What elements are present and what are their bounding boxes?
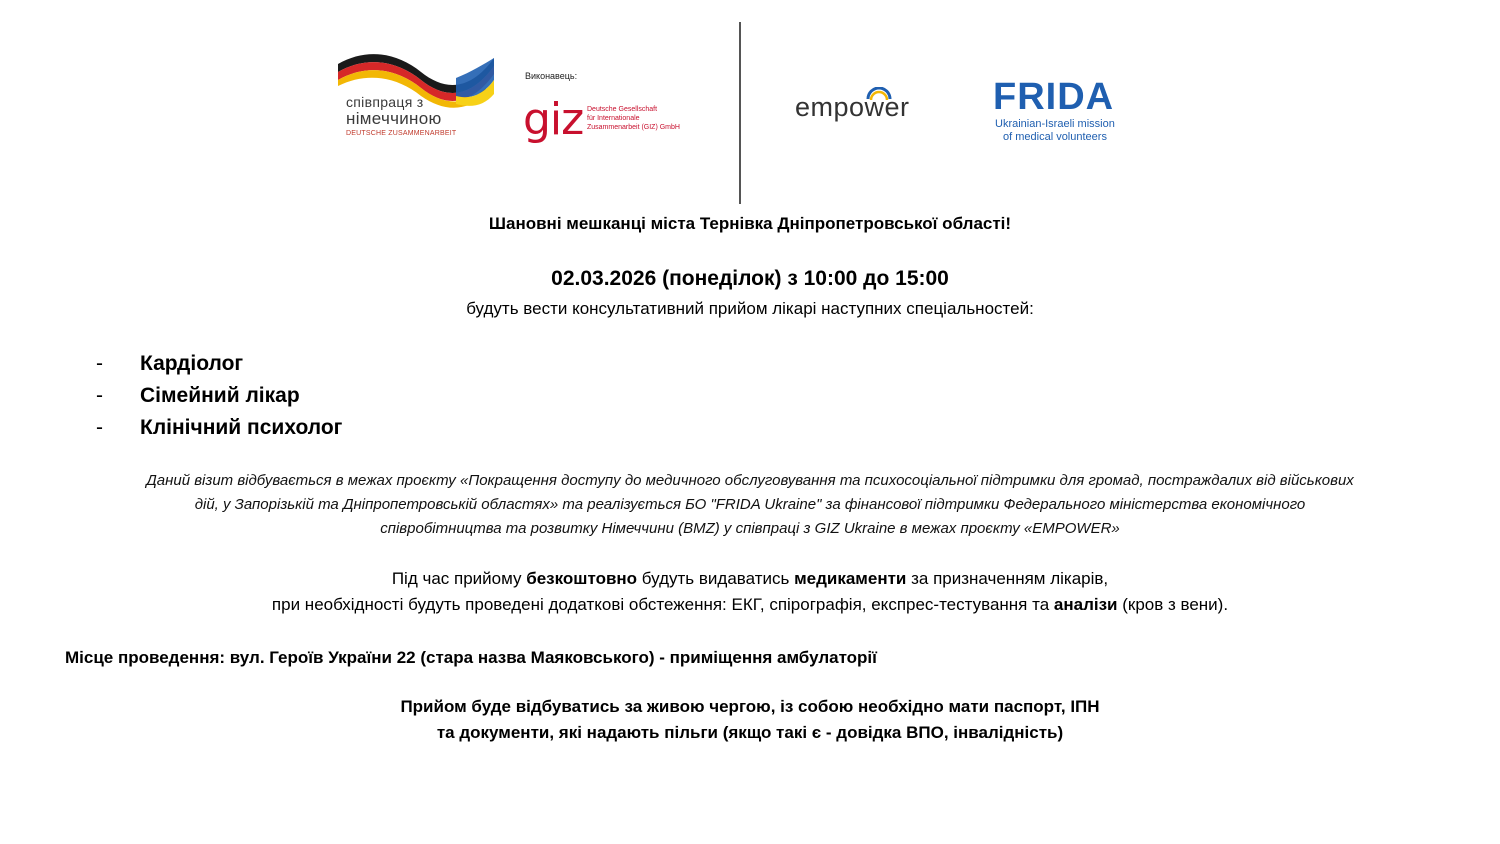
- giz-logo-mark: giz: [523, 94, 584, 145]
- frida-logo-line2: of medical volunteers: [1003, 131, 1107, 143]
- project-line2: дій, у Запорізькій та Дніпропетровській областях» та реалізується БО "FRIDA Ukraine" за фінансової підтримки Федерального міністерства економічного: [194, 496, 1306, 513]
- empower-arc-icon: [866, 87, 892, 101]
- project-line1: Даний візит відбувається в межах проєкту «Покращення доступу до медичного обслуговування та психосоціальної підтримки для громад, постраждалих від військових: [146, 472, 1354, 489]
- medicines-highlight: медикаменти: [794, 569, 907, 588]
- coop-logo-line3: DEUTSCHE ZUSAMMENARBEIT: [346, 130, 457, 137]
- list-bullet: -: [96, 352, 103, 375]
- specialist-item: Сімейний лікар: [140, 384, 300, 407]
- documents-line1: Прийом буде відбуватись за живою чергою, із собою необхідно мати паспорт, ІПН: [400, 697, 1100, 716]
- analyses-highlight: аналізи: [1053, 595, 1118, 614]
- executor-label: Виконавець:: [525, 71, 578, 81]
- giz-logo-line2: für Internationale: [587, 115, 640, 122]
- giz-logo-subtitle: [587, 105, 680, 132]
- frida-logo-word: FRIDA: [993, 76, 1115, 118]
- empower-logo: [795, 92, 910, 123]
- services-text: Під час прийому: [391, 569, 527, 588]
- free-highlight: безкоштовно: [526, 569, 638, 588]
- greeting-heading: Шановні мешканці міста Тернівка Дніпропетровської області!: [488, 214, 1012, 233]
- project-line3: співробітництва та розвитку Німеччини (BMZ) у співпраці з GIZ Ukraine в межах проєкту «EMPOWER»: [380, 520, 1120, 537]
- list-bullet: -: [96, 416, 103, 439]
- specialist-item: Клінічний психолог: [140, 416, 343, 439]
- services-text: будуть видаватись: [637, 569, 795, 588]
- coop-logo-line1: співпраця з: [346, 94, 424, 110]
- services-line1: [0, 569, 1500, 589]
- giz-logo-line3: Zusammenarbeit (GIZ) GmbH: [587, 124, 680, 131]
- logo-divider: [739, 22, 741, 204]
- date-time-line: 02.03.2026 (понеділок) з 10:00 до 15:00: [551, 267, 949, 290]
- giz-logo-line1: Deutsche Gesellschaft: [587, 106, 658, 113]
- empower-logo-text: empower: [795, 92, 910, 122]
- services-text: (кров з вени).: [1117, 595, 1229, 614]
- location-line: Місце проведення: вул. Героїв України 22 (стара назва Маяковського) - приміщення амбулаторії: [65, 648, 877, 667]
- frida-logo-line1: Ukrainian-Israeli mission: [995, 118, 1115, 130]
- cooperation-with-germany-logo: [336, 50, 498, 146]
- intro-line: будуть вести консультативний прийом лікарі наступних спеціальностей:: [466, 299, 1034, 318]
- services-line2: [0, 595, 1500, 615]
- services-text: за призначенням лікарів,: [906, 569, 1109, 588]
- project-description: [60, 469, 1440, 541]
- documents-line2: та документи, які надають пільги (якщо такі є - довідка ВПО, інвалідність): [436, 723, 1064, 742]
- coop-logo-line2: німеччиною: [346, 109, 442, 128]
- services-text: при необхідності будуть проведені додаткові обстеження: ЕКГ, спірографія, експрес-тестування та: [271, 595, 1054, 614]
- list-bullet: -: [96, 384, 103, 407]
- specialist-item: Кардіолог: [140, 352, 244, 375]
